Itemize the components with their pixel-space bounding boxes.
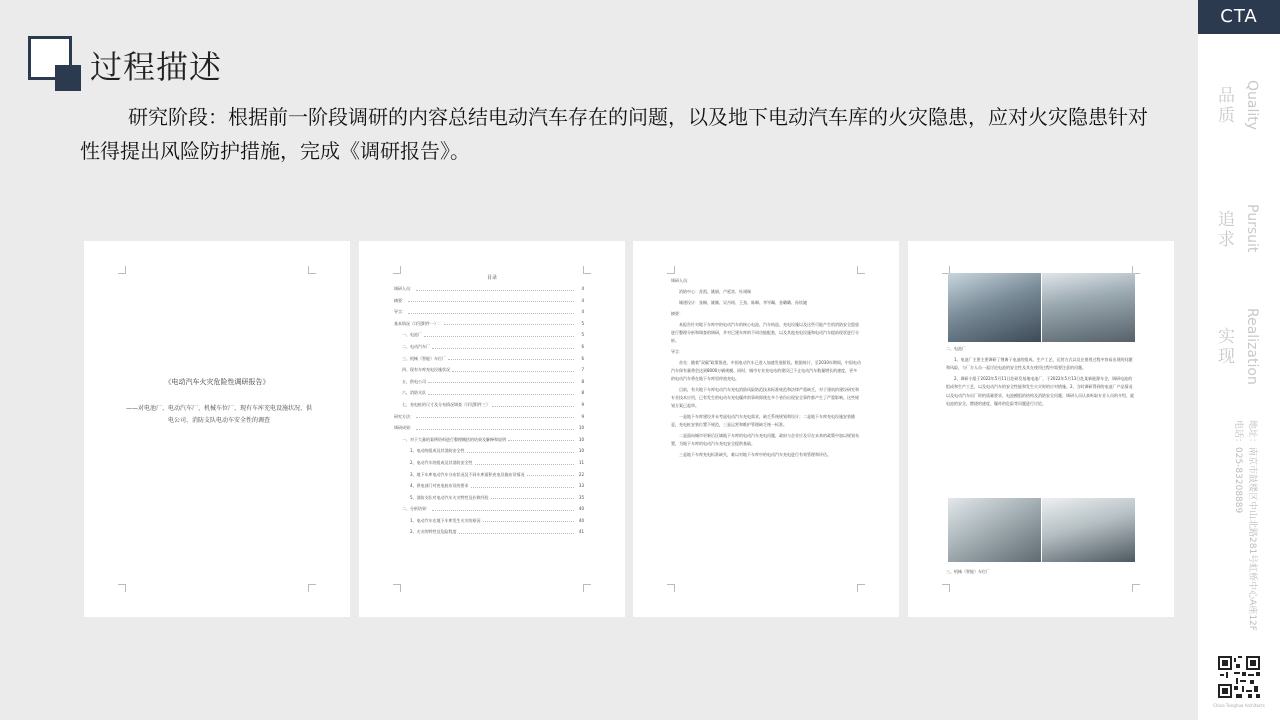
section-b-heading: 三、机械（智能）车位厂 — [946, 569, 990, 574]
description-paragraph: 研究阶段：根据前一阶段调研的内容总结电动汽车存在的问题，以及地下电动汽车库的火灾隐患，应对火灾隐患针对性得提出风险防护措施，完成《调研报告》。 — [80, 105, 1148, 163]
report-photo-page[interactable] — [908, 241, 1174, 617]
report-paragraph: 二是面向城市更新后区域地下车库的电动汽车充电问题，政府与企业应及早在未来的政策中加以规划布置，为地下车库的电动汽车充电安全提供基础。 — [671, 433, 859, 446]
toc-entry: 一、对于大量的案例资料进行整理概括的结果及解释和说明 10 — [394, 434, 584, 446]
sidebar-item-quality-cn: 品质 — [1218, 86, 1235, 126]
toc-entry: 调研人员： 4 — [394, 283, 584, 295]
toc-entry: 3、地下车库电动汽车分布状况及不同车库面积充电设施布设情况 22 — [394, 469, 584, 481]
toc-entry: 研究方法： 9 — [394, 411, 584, 423]
report-paragraph: 导言： — [671, 349, 683, 354]
right-sidebar — [1198, 0, 1280, 720]
toc-entry: 五、供电公司 8 — [394, 376, 584, 388]
report-paragraph: 消防中心：苏凯、姚娟、卢延奕、杜翊瑞 — [679, 289, 751, 294]
toc-entry: 三、机械（智能）车位厂 6 — [394, 353, 584, 365]
title-logo-accent — [55, 65, 81, 91]
report-paragraph: 目前，有关地下车库电动汽车充电消防风险防范技术标准规范和法律严重缺乏，对于建筑的建设研究和专业技术应用，已有发生的电动车充电爆炸的事故即使在多个省份出现安全事件都产生了严重影响。这些规划方案已起草。 — [671, 387, 859, 408]
report-title: 《电动汽车火灾危险性调研报告》 — [164, 378, 270, 386]
factory-photo-1 — [948, 498, 1041, 562]
toc-entry: 调研成果： 10 — [394, 422, 584, 434]
report-text-page[interactable] — [633, 241, 899, 617]
report-paragraph: 本报告针对地下车库中的电动汽车的核心电池、汽车构造、充电设施以及这些可能产生的消防安全隐患进行整理分析和调查的调研，并对已建车库的不同功能配套，以及其他充电设施和电动汽车提前现状进行分析。 — [671, 322, 859, 343]
toc-entry: 一、电池厂 5 — [394, 329, 584, 341]
toc-entry: 摘要： 4 — [394, 295, 584, 307]
toc-entry: 5、消防支队对电动汽车火灾特性及扑救经验 35 — [394, 492, 584, 504]
report-paragraph: 首先：随着"双碳"政策推进，中国电动汽车已进入加速发展阶段。根据统计，至2030年期间，中国电动汽车保有量将会达到8000万辆规模。同时，城市专业充电站的建设已不止电动汽车数量增长的速度，更多的电动汽车将在地下车库里停放充电。 — [671, 360, 861, 381]
brand-logo: CTA — [1198, 0, 1280, 34]
toc-entry: 4、供电部门对充电桩布设的要求 33 — [394, 480, 584, 492]
toc-entry: 导言： 4 — [394, 306, 584, 318]
toc-entry: 七、充电桩的尺寸及分布情况调查（详见附件三） 9 — [394, 399, 584, 411]
report-paragraph: 摘要： — [671, 311, 683, 316]
section-a-text — [946, 345, 1136, 411]
page-title: 过程描述 — [90, 48, 223, 86]
sidebar-item-pursuit-cn: 追求 — [1218, 210, 1235, 250]
toc-list — [394, 283, 584, 538]
sidebar-item-realization-en: Realization — [1244, 308, 1260, 385]
section-a-para-1: 1、电池厂主要主要调研了锂离子电池的组成、生产工艺、运营方式以及在使用过程中容易出现的问题和风险，与厂方人员一起讨论电池的安全性及其在使用过程中需要注意的问题。 — [946, 356, 1133, 370]
toc-entry: 六、消防支队 8 — [394, 387, 584, 399]
toc-entry: 二、分析结果： 40 — [394, 503, 584, 515]
meeting-photo-1 — [948, 273, 1041, 342]
report-paragraph: 一是地下车库建设并未考虑电动汽车充电需求，缺乏系统规划和设计；二是地下车库充电设施安装随意，充电桩安装位置不规范，三是运营和维护管理缺乏统一标准。 — [671, 414, 855, 427]
report-paragraph: 城建设计：张桐、姚颖、吴丹瑶、王劲、陈琳、李岑珮、金璐璐、孙钦婕 — [679, 300, 807, 305]
toc-entry: 2、火灾的特性及危险程度 41 — [394, 526, 584, 538]
section-a-para-2: 2、调研小组于2022年5月11日赴研发基地电池厂，于2022年5月13日赴某新能源车企，调研电池的组成和生产工艺，以及电动汽车的安全性能和发生火灾时的应对措施。2、当时调研得到的电池厂产品情况以及电动汽车出厂时的质量要求，电池模组的结构及消防安全问题，调研人员认真听取专业人员的介绍，就电池的安全、燃烧的速度、爆炸的危险等问题进行讨论。 — [946, 375, 1134, 406]
report-subtitle: ——对电池厂、电动汽车厂、机械车位厂、现有车库充电设施状况、供电公司、消防支队电动车安全性的调查 — [125, 405, 312, 424]
toc-entry: 2、电动汽车的组成及其消防安全性 11 — [394, 457, 584, 469]
meeting-photo-2 — [1042, 273, 1135, 342]
company-address: 地址：南京市鼓楼区中山北路281号虹桥中心A座12F — [1247, 420, 1257, 631]
qr-caption: China Tsinghua Architects — [1213, 703, 1265, 708]
factory-photo-2 — [1042, 498, 1135, 562]
report-cover-page[interactable] — [84, 241, 350, 617]
toc-entry: 四、现有车库充电设施状况 7 — [394, 364, 584, 376]
company-phone: 电话：025-83208889 — [1233, 420, 1243, 514]
report-paragraph: 三是地下车库充电标准缺失，难以对地下车库中的电动汽车充电进行有效管理和评估。 — [679, 452, 831, 457]
sidebar-item-quality-en: Quality — [1244, 80, 1260, 131]
toc-entry: 1、电动汽车在地下车库发生火灾的原因 40 — [394, 515, 584, 527]
toc-entry: 基本情况（详见附件一）： 5 — [394, 318, 584, 330]
sidebar-item-realization-cn: 实现 — [1218, 327, 1235, 367]
toc-entry: 1、电动的组成及其消防安全性 10 — [394, 445, 584, 457]
report-toc-page[interactable] — [359, 241, 625, 617]
toc-entry: 二、电动汽车厂 6 — [394, 341, 584, 353]
report-text-content — [671, 277, 861, 462]
sidebar-item-pursuit-en: Pursuit — [1244, 204, 1260, 253]
qr-code-icon — [1218, 656, 1260, 698]
report-paragraph: 调研人员： — [671, 278, 691, 283]
section-a-heading: 二、电池厂 — [946, 346, 966, 351]
toc-heading: 目录 — [486, 275, 497, 281]
